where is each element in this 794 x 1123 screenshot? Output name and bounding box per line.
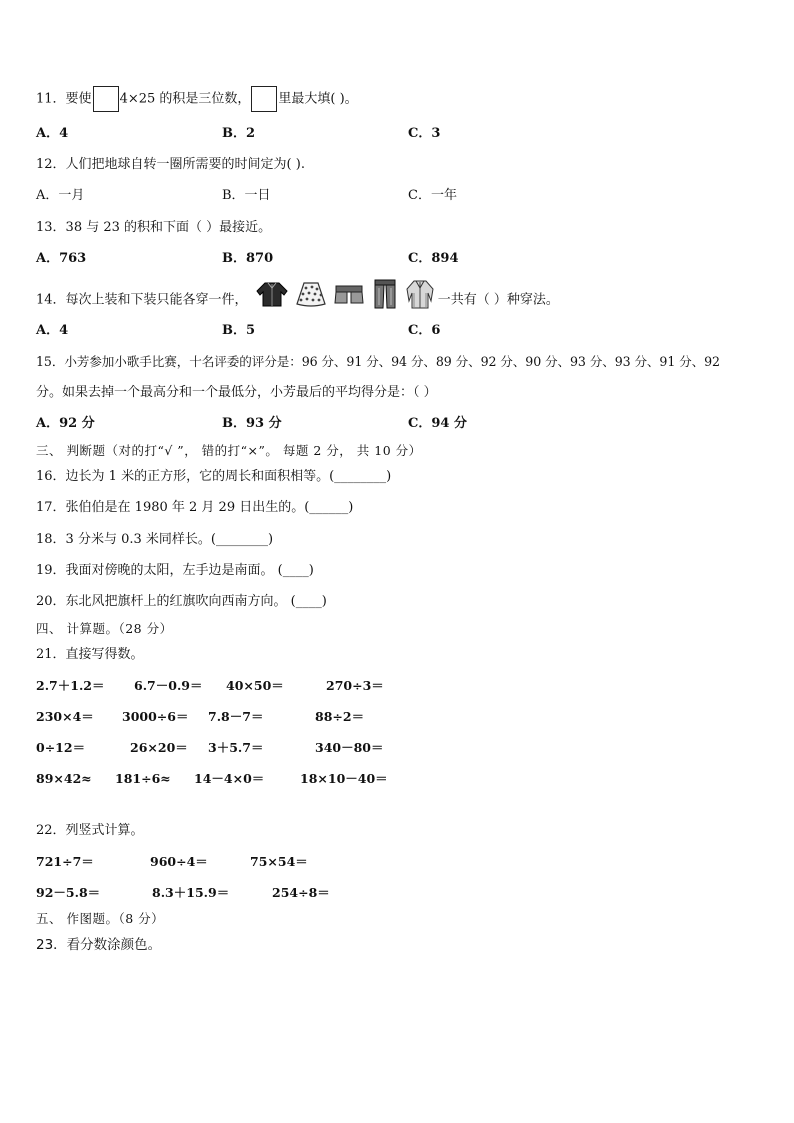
calc-item: 6.7－0.9＝ (134, 678, 203, 693)
section-5-heading: 五、 作图题。（8 分） (36, 911, 165, 926)
jacket-icon (255, 281, 289, 319)
calc-item: 721÷7＝ (36, 854, 94, 869)
shorts-icon (333, 281, 365, 319)
dotted-skirt-icon (295, 281, 327, 319)
calc-item: 960÷4＝ (150, 854, 208, 869)
q13-option-b: B．870 (222, 251, 274, 266)
calc-item: 8.3＋15.9＝ (152, 885, 230, 900)
q11-option-a: A．4 (36, 126, 69, 141)
calc-item: 40×50＝ (226, 678, 284, 693)
coat-icon (405, 279, 435, 321)
calc-item: 88÷2＝ (315, 709, 365, 724)
question-20: 20．东北风把旗杆上的红旗吹向西南方向。 (____) (36, 594, 327, 609)
question-15-line-2: 分。如果去掉一个最高分和一个最低分，小芳最后的平均得分是：（ ） (36, 385, 437, 400)
calc-item: 270÷3＝ (326, 678, 384, 693)
calc-item: 2.7＋1.2＝ (36, 678, 105, 693)
calc-item: 254÷8＝ (272, 885, 330, 900)
section-4-heading: 四、 计算题。（28 分） (36, 621, 173, 636)
q12-option-b: B．一日 (222, 188, 271, 203)
calc-item: 26×20＝ (130, 740, 188, 755)
answer-box (251, 86, 277, 112)
question-14 (36, 279, 559, 321)
q13-option-c: C．894 (408, 251, 459, 266)
q11-option-b: B．2 (222, 126, 256, 141)
trousers-icon (371, 279, 399, 321)
q11-middle: 4×25 的积是三位数， (119, 91, 251, 107)
calc-item: 7.8－7＝ (208, 709, 264, 724)
q15-option-c: C．94 分 (408, 416, 467, 431)
question-18: 18．3 分米与 0.3 米同样长。(________) (36, 532, 274, 547)
question-17: 17．张伯伯是在 1980 年 2 月 29 日出生的。(______) (36, 500, 354, 515)
q14-suffix: 一共有（ ）种穿法。 (437, 292, 559, 308)
question-15-line-1: 15．小芳参加小歌手比赛，十名评委的评分是：96 分、91 分、94 分、89 分、92 分、90 分、93 分、93 分、91 分、92 (36, 354, 720, 369)
q15-option-b: B．93 分 (222, 416, 282, 431)
question-12: 12．人们把地球自转一圈所需要的时间定为( ). (36, 157, 305, 172)
question-22-title: 22．列竖式计算。 (36, 823, 144, 838)
q12-option-c: C．一年 (408, 188, 457, 203)
question-11 (36, 86, 358, 112)
calc-item: 230×4＝ (36, 709, 94, 724)
calc-item: 75×54＝ (250, 854, 308, 869)
answer-box (93, 86, 119, 112)
q14-prefix: 14．每次上装和下装只能各穿一件， (36, 292, 248, 308)
question-21-title: 21．直接写得数。 (36, 647, 144, 662)
question-19: 19．我面对傍晚的太阳，左手边是南面。 (____) (36, 563, 314, 578)
question-13: 13．38 与 23 的积和下面（ ）最接近。 (36, 220, 272, 235)
section-3-heading: 三、 判断题（对的打“√ ”， 错的打“×”。 每题 2 分， 共 10 分） (36, 443, 422, 458)
question-23: 23．看分数涂颜色。 (36, 937, 162, 953)
question-16: 16．边长为 1 米的正方形，它的周长和面积相等。(________) (36, 469, 392, 484)
q11-suffix: 里最大填( )。 (278, 91, 358, 107)
q14-option-a: A．4 (36, 323, 69, 338)
calc-item: 89×42≈ (36, 771, 92, 786)
q14-option-c: C．6 (408, 323, 441, 338)
q11-prefix: 11．要使 (36, 91, 92, 107)
calc-item: 92－5.8＝ (36, 885, 101, 900)
q11-option-c: C．3 (408, 126, 441, 141)
calc-item: 14－4×0＝ (194, 771, 265, 786)
calc-item: 181÷6≈ (115, 771, 171, 786)
calc-item: 0÷12＝ (36, 740, 86, 755)
calc-item: 18×10－40＝ (300, 771, 388, 786)
q12-option-a: A．一月 (36, 188, 85, 203)
calc-item: 3000÷6＝ (122, 709, 189, 724)
calc-item: 340－80＝ (315, 740, 384, 755)
q13-option-a: A．763 (36, 251, 87, 266)
q14-option-b: B．5 (222, 323, 256, 338)
q15-option-a: A．92 分 (36, 416, 95, 431)
calc-item: 3＋5.7＝ (208, 740, 264, 755)
